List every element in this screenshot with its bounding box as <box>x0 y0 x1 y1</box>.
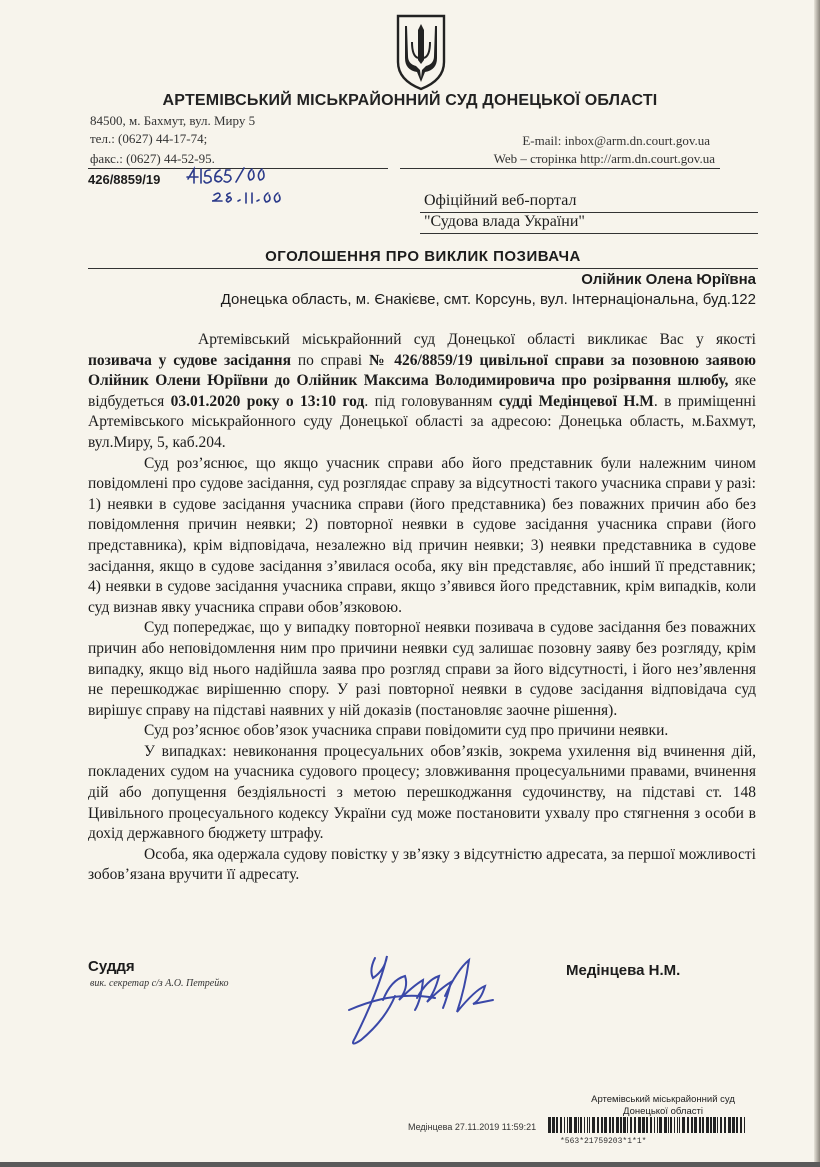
barcode-bar <box>584 1117 585 1133</box>
recipient-rule-2 <box>420 233 758 234</box>
barcode-bar <box>654 1117 655 1133</box>
barcode-bar <box>657 1117 658 1133</box>
document-barcode <box>548 1117 748 1133</box>
header-rule-right <box>400 168 720 169</box>
barcode-bar <box>556 1117 558 1133</box>
judge-signature <box>335 940 510 1055</box>
barcode-bar <box>642 1117 645 1133</box>
notice-title: ОГОЛОШЕННЯ ПРО ВИКЛИК ПОЗИВАЧА <box>265 248 581 265</box>
barcode-bar <box>713 1117 716 1133</box>
barcode-bar <box>694 1117 697 1133</box>
barcode-bar <box>609 1117 611 1133</box>
barcode-bar <box>569 1117 572 1133</box>
barcode-bar <box>548 1117 551 1133</box>
judge-name: Медінцева Н.М. <box>566 962 681 979</box>
barcode-bar <box>674 1117 675 1133</box>
barcode-bar <box>691 1117 693 1133</box>
barcode-bar <box>634 1117 636 1133</box>
body-text-span: яке відбудеться <box>88 372 756 410</box>
barcode-bar <box>564 1117 565 1133</box>
barcode-bar <box>670 1117 672 1133</box>
barcode-bar <box>604 1117 607 1133</box>
role-bold: позивача у <box>88 351 167 369</box>
e-stamp-court <box>588 1094 738 1118</box>
barcode-bar <box>679 1117 680 1133</box>
barcode-bar <box>567 1117 568 1133</box>
barcode-bar <box>682 1117 685 1133</box>
addressee-name: Олійник Олена Юріївна <box>581 271 756 288</box>
hearing-bold: судове засідання <box>173 351 291 369</box>
barcode-bar <box>668 1117 669 1133</box>
barcode-bar <box>664 1117 667 1133</box>
barcode-bar <box>560 1117 562 1133</box>
paragraph-penalty: У випадках: невиконання процесуальних обов’язків, зокрема ухилення від вчинення дій, покладених судом на учасника судового процесу; зловживання процесуальними правами, вчинення дій або допущення бездіяльності з метою перешкоджання судочинству, на підставі ст. 148 Цивільного процесуального кодексу України суд може постановити ухвалу про стягнення з особи в дохід державного бюджету штрафу. <box>88 742 756 843</box>
judge-label: Суддя <box>88 958 135 975</box>
stamp-court-line-1: Артемівський міськрайонний суд <box>591 1094 735 1105</box>
notice-body <box>88 330 756 886</box>
barcode-bar <box>650 1117 652 1133</box>
barcode-bar <box>580 1117 582 1133</box>
paragraph-absence-rules: Суд роз’яснює, що якщо учасник справи або його представник були належним чином повідомлені про судове засідання, суд розглядає справу за відсутності такого учасника справи у разі: 1) неявки в судове засідання учасника справи (його представника) без поважних причин або без повідомлення причин неявки; 2) повторної неявки в судове засідання учасника справи (його представника), крім відповідача, незалежно від причин неявки; 3) неявки представника в судове засідання, якщо в судове засідання з’явилася особа, яку він представляє, або інший її представник; 4) неявки в судове засідання учасника справи, якщо з’явився його представник, крім випадків, коли суд визнав явку учасника справи обов’язковою. <box>88 454 756 616</box>
scan-edge-bottom <box>0 1162 820 1167</box>
handwritten-registration-note <box>184 165 324 207</box>
barcode-bar <box>740 1117 742 1133</box>
barcode-bar <box>601 1117 603 1133</box>
barcode-bar <box>612 1117 614 1133</box>
barcode-bar <box>720 1117 722 1133</box>
court-website: Web – сторінка http://arm.dn.court.gov.ua <box>493 151 715 166</box>
barcode-bar <box>728 1117 731 1133</box>
scan-edge-right <box>814 0 820 1167</box>
barcode-bar <box>699 1117 701 1133</box>
recipient-line-2: "Судова влада України" <box>424 213 585 230</box>
barcode-bar <box>687 1117 689 1133</box>
court-fax: факс.: (0627) 44-52-95. <box>90 151 215 166</box>
paragraph-summons <box>88 330 756 454</box>
recipient-line-1: Офіційний веб-портал <box>424 192 577 209</box>
body-text-span: . в приміщенні Артемівського міськрайонного суду Донецької області за адресою: Донецька область, м.Бахмут, вул.Миру, 5, каб.204. <box>88 392 756 451</box>
paragraph-delivery: Особа, яка одержала судову повістку у зв’язку з відсутністю адресата, за першої можливості зобов’язана вручити її адресату. <box>88 845 756 884</box>
barcode-bar <box>736 1117 738 1133</box>
court-name: АРТЕМІВСЬКИЙ МІСЬКРАЙОННИЙ СУД ДОНЕЦЬКОЇ ОБЛАСТІ <box>162 92 658 109</box>
barcode-bar <box>589 1117 590 1133</box>
barcode-bar <box>620 1117 622 1133</box>
barcode-bar <box>574 1117 577 1133</box>
court-address: 84500, м. Бахмут, вул. Миру 5 <box>90 113 256 128</box>
body-text-span: по справі <box>297 351 363 369</box>
paragraph-duty: Суд роз’яснює обов’язок учасника справи повідомити суд про причини неявки. <box>144 722 669 740</box>
barcode-bar <box>646 1117 648 1133</box>
barcode-bar <box>578 1117 579 1133</box>
title-rule <box>88 268 758 269</box>
barcode-bar <box>616 1117 619 1133</box>
barcode-bar <box>677 1117 678 1133</box>
barcode-bar <box>710 1117 712 1133</box>
e-signature-timestamp: Медінцева 27.11.2019 11:59:21 <box>408 1122 537 1132</box>
case-number: 426/8859/19 <box>88 172 161 187</box>
court-email: E-mail: inbox@arm.dn.court.gov.ua <box>522 133 710 148</box>
barcode-bar <box>630 1117 632 1133</box>
barcode-bar <box>627 1117 628 1133</box>
barcode-bar <box>706 1117 709 1133</box>
coat-of-arms-icon <box>394 12 448 92</box>
barcode-bar <box>724 1117 726 1133</box>
barcode-bar <box>744 1117 745 1133</box>
secretary-line: вик. секретар с/з А.О. Петрейко <box>90 978 229 989</box>
barcode-bar <box>732 1117 735 1133</box>
barcode-bar <box>552 1117 555 1133</box>
body-text-span: . під головуванням <box>364 392 493 410</box>
body-text-span: Артемівський міськрайонний суд Донецької області викликає Вас у якості <box>198 331 756 348</box>
case-number-bold: № 426/8859/19 <box>368 351 473 369</box>
barcode-bar <box>659 1117 662 1133</box>
paragraph-warning: Суд попереджає, що у випадку повторної неявки позивача в судове засідання без поважних причин або неповідомлення ним про причини неявки суд залишає позовну заяву без розгляду, крім випадку, якщо від нього надійшла заява про розгляд справи за його відсутності, і його нез’явлення не перешкоджає вирішенню спору. У разі повторної неявки в судове засідання відповідача суд вирішує справу на підставі наявних у ній доказів (постановляє заочне рішення). <box>88 619 756 719</box>
hearing-datetime: 03.01.2020 року о 13:10 год <box>170 392 365 410</box>
case-subject-bold: цивільної справи за позовною заявою Олійник Олени Юріївни до Олійник Максима Володимировича про розірвання шлюбу, <box>88 351 756 390</box>
barcode-bar <box>638 1117 641 1133</box>
presiding-judge: судді Медінцевої Н.М <box>498 392 654 410</box>
court-phone: тел.: (0627) 44-17-74; <box>90 131 208 146</box>
barcode-bar <box>597 1117 599 1133</box>
barcode-bar <box>717 1117 718 1133</box>
barcode-text: *563*21759203*1*1* <box>560 1137 647 1146</box>
barcode-bar <box>592 1117 595 1133</box>
stamp-court-line-2: Донецької області <box>623 1106 703 1117</box>
barcode-bar <box>702 1117 704 1133</box>
barcode-bar <box>587 1117 588 1133</box>
barcode-bar <box>623 1117 626 1133</box>
addressee-address: Донецька область, м. Єнакієве, смт. Корсунь, вул. Інтернаціональна, буд.122 <box>220 291 756 308</box>
